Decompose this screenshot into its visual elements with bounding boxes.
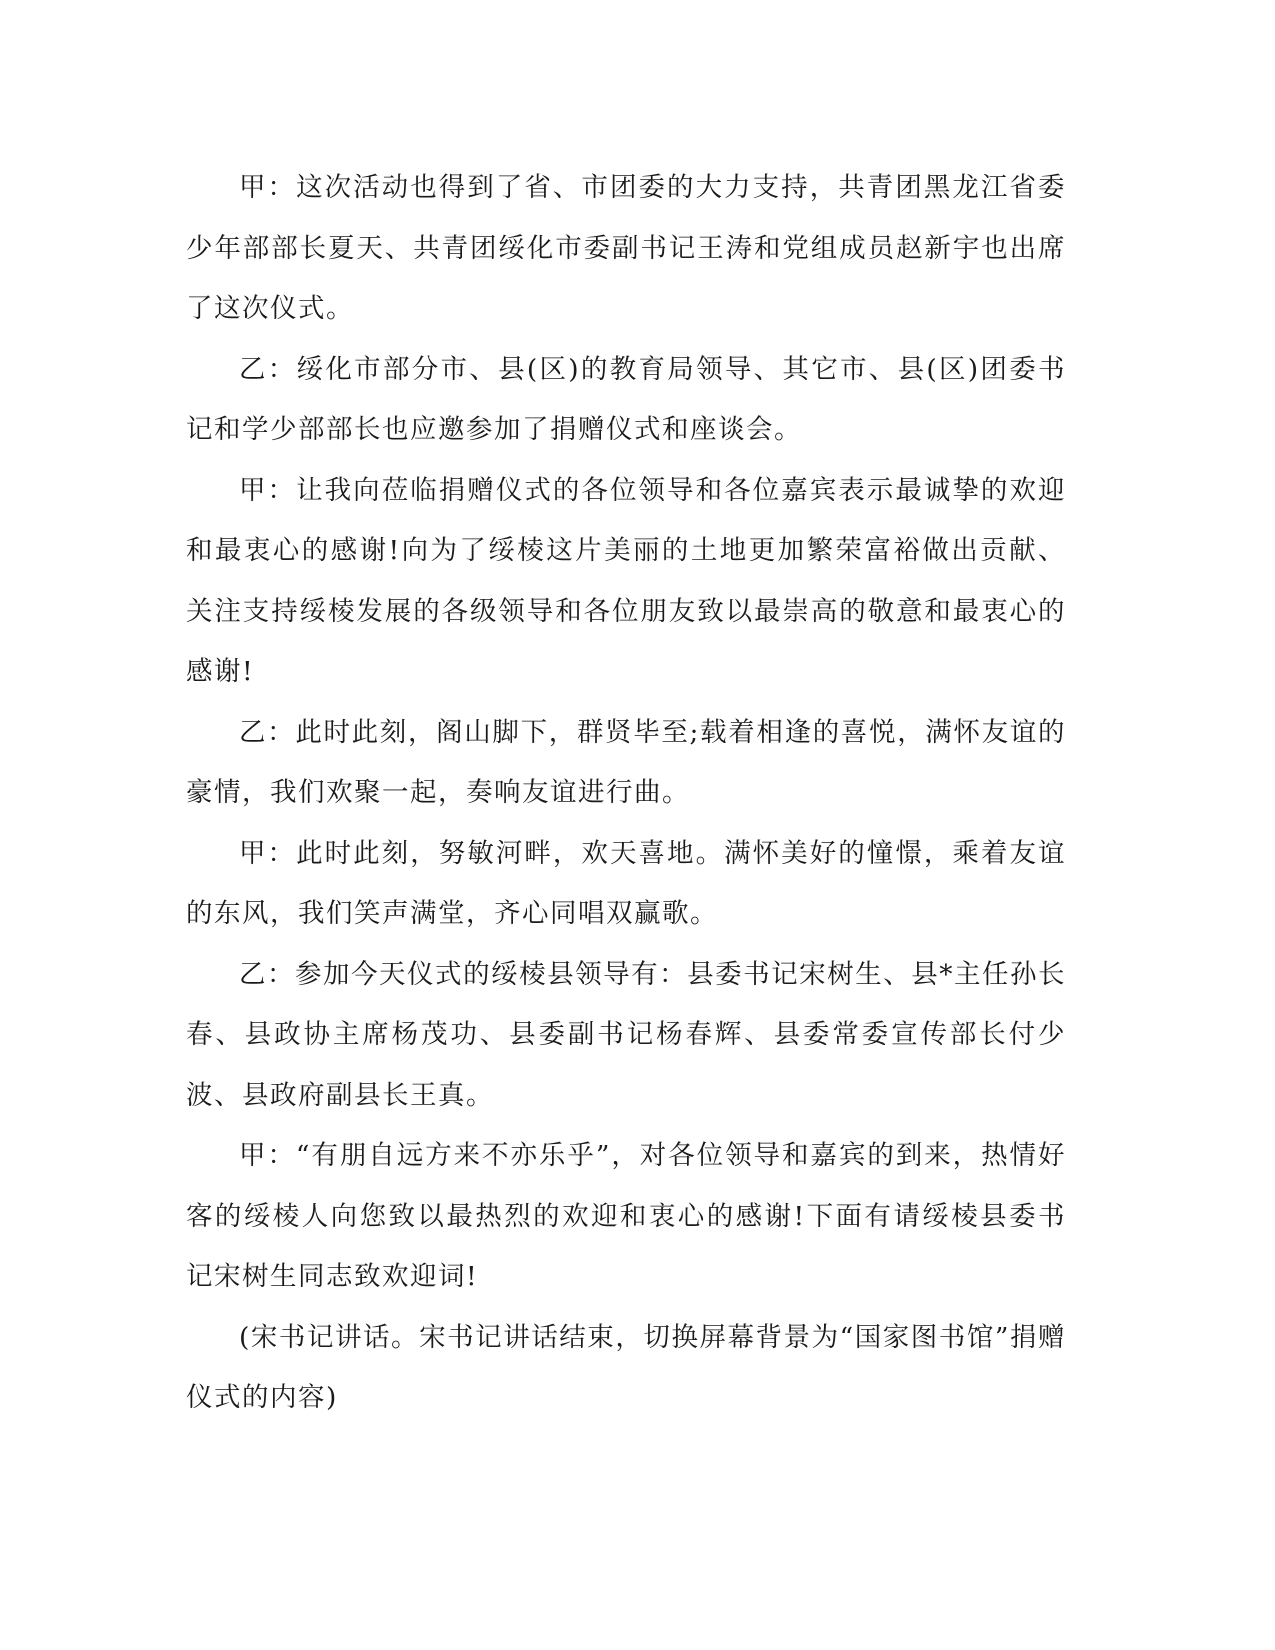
paragraph-1: 甲：这次活动也得到了省、市团委的大力支持，共青团黑龙江省委少年部部长夏天、共青团绥化市委副书记王涛和党组成员赵新宇也出席了这次仪式。 xyxy=(186,172,1066,324)
paragraph-7: 甲：“有朋自远方来不亦乐乎”，对各位领导和嘉宾的到来，热情好客的绥棱人向您致以最热烈的欢迎和衷心的感谢!下面有请绥棱县委书记宋树生同志致欢迎词! xyxy=(186,1140,1066,1292)
paragraph-6: 乙：参加今天仪式的绥棱县领导有：县委书记宋树生、县*主任孙长春、县政协主席杨茂功、县委副书记杨春辉、县委常委宣传部长付少波、县政府副县长王真。 xyxy=(186,958,1066,1111)
paragraph-8: (宋书记讲话。宋书记讲话结束，切换屏幕背景为“国家图书馆”捐赠仪式的内容) xyxy=(186,1321,1066,1413)
paragraph-4: 乙：此时此刻，阁山脚下，群贤毕至;载着相逢的喜悦，满怀友谊的豪情，我们欢聚一起，奏响友谊进行曲。 xyxy=(186,716,1066,808)
paragraph-2: 乙：绥化市部分市、县(区)的教育局领导、其它市、县(区)团委书记和学少部部长也应邀参加了捐赠仪式和座谈会。 xyxy=(186,353,1066,445)
document-body xyxy=(186,158,1066,1429)
paragraph-5: 甲：此时此刻，努敏河畔，欢天喜地。满怀美好的憧憬，乘着友谊的东风，我们笑声满堂，齐心同唱双赢歌。 xyxy=(186,837,1066,929)
paragraph-3: 甲：让我向莅临捐赠仪式的各位领导和各位嘉宾表示最诚挚的欢迎和最衷心的感谢!向为了绥棱这片美丽的土地更加繁荣富裕做出贡献、关注支持绥棱发展的各级领导和各位朋友致以最崇高的敬意和最衷心的感谢! xyxy=(186,474,1066,687)
